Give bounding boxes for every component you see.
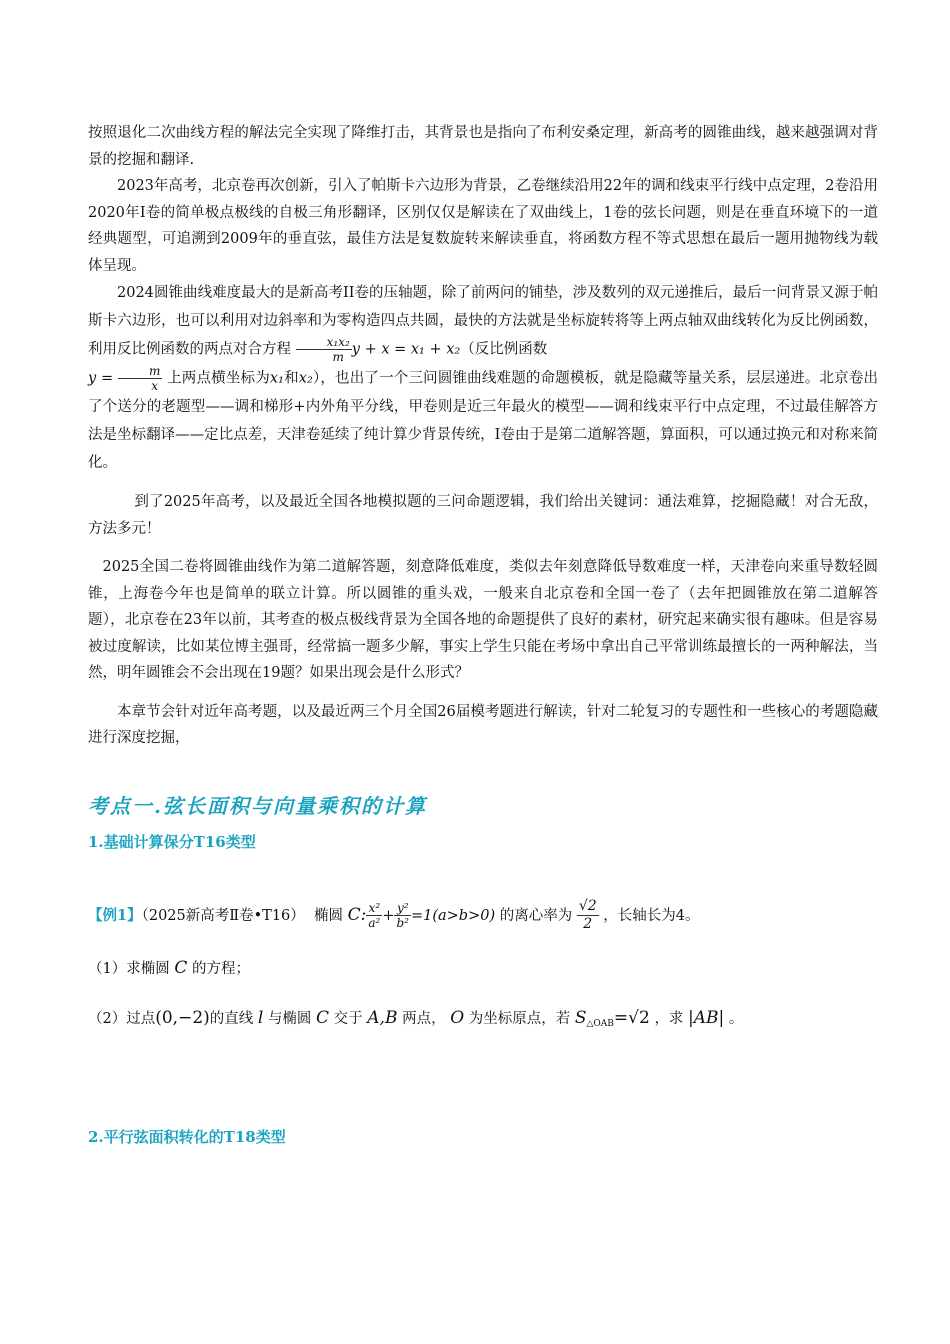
- paragraph-3: [88, 279, 878, 477]
- eccentricity-fraction: [577, 898, 599, 933]
- paragraph-3-text-b: （反比例函数: [460, 341, 548, 358]
- m-numerator: m: [118, 364, 162, 379]
- subsection-title-1: 1.基础计算保分T16类型: [88, 832, 256, 851]
- example-text-2: 的离心率为: [499, 907, 573, 924]
- paragraph-3-text-d: 和: [283, 370, 299, 387]
- q1-text-b: 的方程；: [191, 961, 250, 977]
- ellipse-condition: =1(a>b>0): [410, 907, 496, 924]
- question-2: [88, 1005, 878, 1038]
- y-equals: y =: [88, 370, 114, 387]
- x2-over-a2: [366, 901, 382, 930]
- y2-numerator: y²: [394, 901, 411, 916]
- example-tag: 【例1】: [88, 906, 142, 924]
- m-over-x-fraction: [118, 364, 162, 393]
- y2-over-b2: [394, 901, 411, 930]
- paragraph-3-text-a: 2024圆锥曲线难度最大的是新高考II卷的压轴题，除了前两问的铺垫，涉及数列的双元递推后，最后一问背景又源于帕斯卡六边形，也可以利用对边斜率和为零构造四点共圆，最快的方法就是坐标旋转将等上两点轴双曲线转化为反比例函数，利用反比例函数的两点对合方程: [88, 285, 878, 358]
- equation-fraction: [296, 335, 352, 364]
- subsection-title-2: 2.平行弦面积转化的T18类型: [88, 1128, 286, 1146]
- example-1: 【例1】（2025新高考Ⅱ卷•T16） 椭圆 C: $\frac{\text{x²}}{\text{a²}}$ + $\frac{\text{y²}}{\text{b²}}$ =1(a>b>0) 的离心率为 $\frac{√2}{2}$ ，长轴长为4。: [88, 898, 700, 932]
- equation-rest: y + x = x₁ + x₂: [351, 341, 461, 358]
- a2-denominator: a²: [368, 916, 381, 930]
- x1-symbol: x₁: [269, 370, 284, 387]
- paragraph-6: 本章节会针对近年高考题，以及最近两三个月全国26届模考题进行解读，针对二轮复习的专题性和一些核心的考题隐藏进行深度挖掘，: [88, 703, 878, 746]
- paragraph-3-text-e: ），也出了一个三问圆锥曲线难题的命题模板，就是隐藏等量关系，层层递进。北京卷出了个送分的老题型——调和梯形+内外角平分线，甲卷则是近三年最火的模型——调和线束平行中点定理，不过最佳解答方法是坐标翻译——定比点差，天津卷延续了纯计算少背景传统，Ⅰ卷由于是第二道解答题，算面积，可以通过换元和对称来简化。: [88, 370, 879, 471]
- q2-text-a: （2）过点: [88, 1010, 156, 1027]
- q2-abs-AB: |AB|: [688, 1007, 725, 1028]
- q1-text-a: （1）求椭圆: [88, 961, 170, 977]
- b2-denominator: b²: [396, 916, 409, 930]
- x2-numerator: x²: [366, 901, 382, 916]
- q2-S-subscript: △OAB: [586, 1018, 614, 1029]
- q2-text-g: ，求: [654, 1010, 684, 1027]
- equation-denominator: m: [332, 350, 344, 364]
- paragraph-4: 到了2025年高考，以及最近全国各地模拟题的三问命题逻辑，我们给出关键词：通法难算，挖掘隐藏！对合无敌，方法多元！: [88, 494, 878, 537]
- x2-symbol: x₂: [298, 370, 313, 387]
- paragraph-1: 按照退化二次曲线方程的解法完全实现了降维打击，其背景也是指向了布利安桑定理，新高考的圆锥曲线，越来越强调对背景的挖掘和翻译.: [88, 125, 878, 168]
- example-text-3: ，长轴长为4。: [603, 907, 700, 924]
- q1-C: C: [174, 958, 188, 978]
- question-1: [88, 955, 878, 983]
- q2-C: C: [316, 1007, 330, 1028]
- paragraph-3-text-c: 上两点横坐标为: [167, 370, 270, 387]
- q2-text-h: 。: [728, 1010, 744, 1027]
- section-title: 考点一.弦长面积与向量乘积的计算: [88, 793, 427, 818]
- eccentricity-numerator: √2: [578, 898, 597, 914]
- paragraph-5: 2025全国二卷将圆锥曲线作为第二道解答题，刻意降低难度，类似去年刻意降低导数难度一样，天津卷向来重导数轻圆锥，上海卷今年也是简单的联立计算。所以圆锥的重头戏，一般来自北京卷和全国一卷了（去年把圆锥放在第二道解答题），北京卷在23年以前，其考查的极点极线背景为全国各地的命题提供了良好的素材，研究起来确实很有趣味。但是容易被过度解读，比如某位博主强哥，经常搞一题多少解，事实上学生只能在考场中拿出自己平常训练最擅长的一两种解法，当然，明年圆锥会不会出现在19题？如果出现会是什么形式？: [88, 559, 878, 681]
- q2-text-e: 两点，: [402, 1010, 446, 1027]
- equation-numerator: x₁x₂: [296, 335, 352, 350]
- document-page: [88, 120, 878, 1149]
- eccentricity-denominator: 2: [583, 916, 593, 932]
- example-text-1: 椭圆: [314, 907, 343, 924]
- q2-text-b: 的直线: [209, 1010, 254, 1027]
- q2-text-c: 与椭圆: [267, 1010, 312, 1027]
- x-denominator: x: [151, 379, 159, 393]
- q2-AB: A,B: [367, 1007, 398, 1028]
- example-source: （2025新高考Ⅱ卷•T16）: [141, 907, 305, 924]
- q2-S-value: =√2: [613, 1007, 650, 1028]
- q2-text-d: 交于: [333, 1010, 363, 1027]
- q2-S: S: [574, 1007, 587, 1028]
- q2-text-f: 为坐标原点，若: [468, 1010, 571, 1027]
- q2-point: (0,−2): [155, 1007, 210, 1028]
- q2-O: O: [450, 1007, 465, 1028]
- q2-l: l: [257, 1007, 264, 1028]
- ellipse-C: C:: [347, 904, 367, 925]
- paragraph-2: 2023年高考，北京卷再次创新，引入了帕斯卡六边形为背景，乙卷继续沿用22年的调和线束平行线中点定理，2卷沿用2020年Ⅰ卷的简单极点极线的自极三角形翻译，区别仅仅是解读在了双曲线上，1卷的弦长问题，则是在垂直环境下的一道经典题型，可追溯到2009年的垂直弦，最佳方法是复数旋转来解读垂直，将函数方程不等式思想在最后一题用抛物线为载体呈现。: [88, 178, 878, 274]
